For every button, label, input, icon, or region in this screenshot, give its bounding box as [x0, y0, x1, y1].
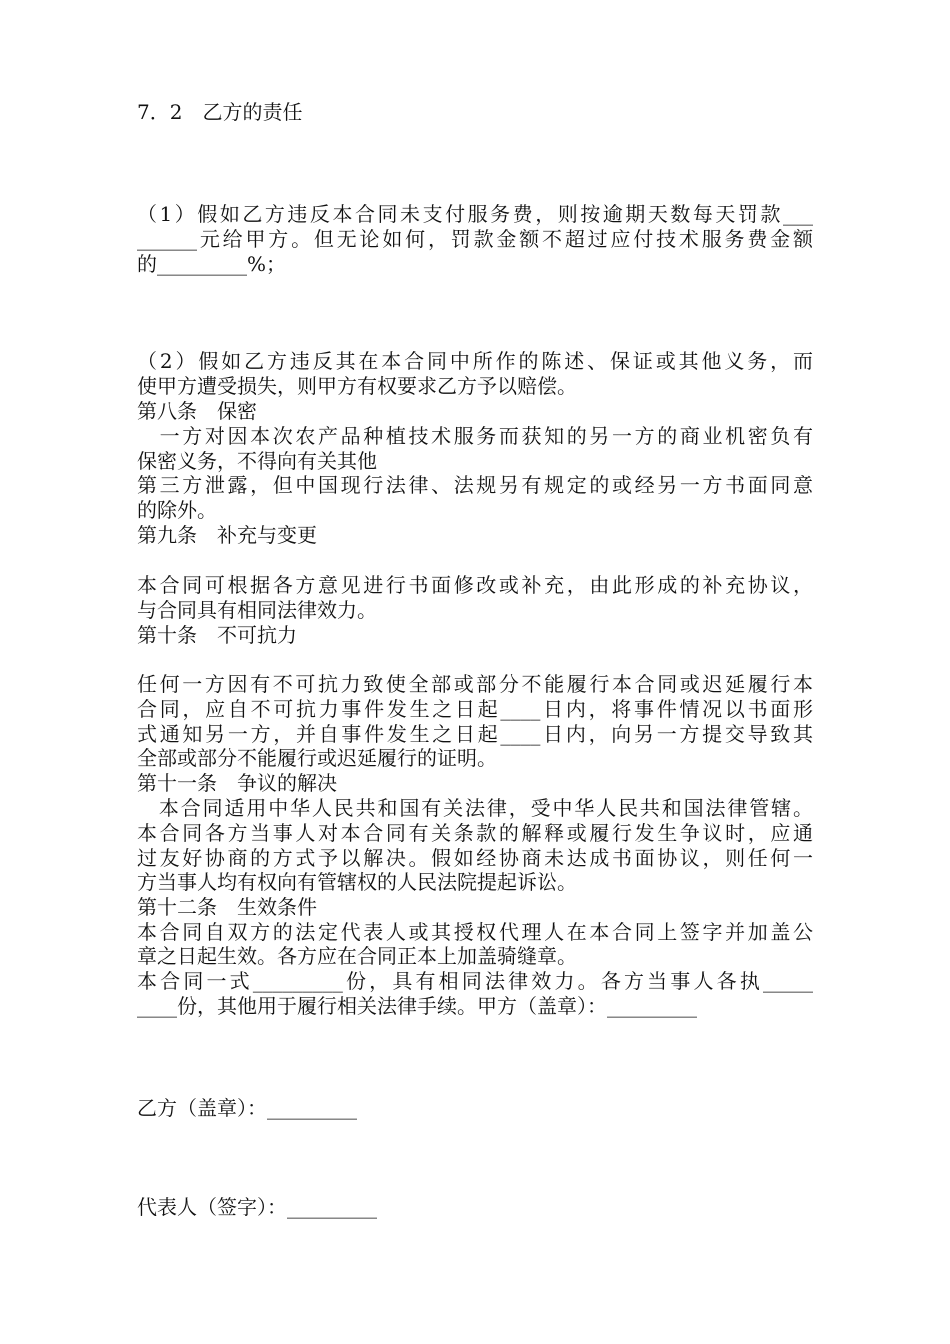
clause-1-line-3: 的_________%；: [137, 252, 287, 276]
article-8-heading: 第八条 保密: [137, 399, 257, 423]
clause-1-line-2: ______元给甲方。但无论如何，罚款金额不超过应付技术服务费金额: [137, 227, 813, 251]
article-11-line-2: 本合同各方当事人对本合同有关条款的解释或履行发生争议时，应通: [137, 821, 813, 845]
article-11-line-4: 方当事人均有权向有管辖权的人民法院提起诉讼。: [137, 870, 577, 894]
article-12-line-2: 章之日起生效。各方应在合同正本上加盖骑缝章。: [137, 944, 577, 968]
article-9-line-1: 本合同可根据各方意见进行书面修改或补充，由此形成的补充协议，: [137, 573, 813, 597]
article-8-line-4: 的除外。: [137, 498, 217, 522]
article-11-heading: 第十一条 争议的解决: [137, 771, 337, 795]
article-8-line-1: 一方对因本次农产品种植技术服务而获知的另一方的商业机密负有: [137, 424, 813, 448]
article-8-line-3: 第三方泄露，但中国现行法律、法规另有规定的或经另一方书面同意: [137, 473, 813, 497]
article-10-heading: 第十条 不可抗力: [137, 623, 297, 647]
article-9-line-2: 与合同具有相同法律效力。: [137, 598, 377, 622]
clause-2-line-1: （2）假如乙方违反其在本合同中所作的陈述、保证或其他义务，而: [137, 349, 813, 373]
article-12-line-1: 本合同自双方的法定代表人或其授权代理人在本合同上签字并加盖公: [137, 920, 813, 944]
article-9-heading: 第九条 补充与变更: [137, 523, 317, 547]
article-10-line-3: 式通知另一方，并自事件发生之日起____日内，向另一方提交导致其: [137, 722, 813, 746]
article-11-line-1: 本合同适用中华人民共和国有关法律，受中华人民共和国法律管辖。: [137, 796, 813, 820]
clause-2-line-2: 使甲方遭受损失，则甲方有权要求乙方予以赔偿。: [137, 374, 577, 398]
section-heading-7-2: 7．2 乙方的责任: [137, 100, 303, 124]
article-10-line-4: 全部或部分不能履行或迟延履行的证明。: [137, 746, 497, 770]
representative-signature-line: 代表人（签字）：_________: [137, 1195, 377, 1219]
article-12-line-4: ____份，其他用于履行相关法律手续。甲方（盖章）：_________: [137, 994, 697, 1018]
article-12-line-3: 本合同一式_________份，具有相同法律效力。各方当事人各执_____: [137, 969, 813, 993]
clause-1-line-1: （1）假如乙方违反本合同未支付服务费，则按逾期天数每天罚款___: [137, 202, 813, 226]
article-10-line-1: 任何一方因有不可抗力致使全部或部分不能履行本合同或迟延履行本: [137, 672, 813, 696]
article-10-line-2: 合同，应自不可抗力事件发生之日起____日内，将事件情况以书面形: [137, 697, 813, 721]
party-b-seal-line: 乙方（盖章）：_________: [137, 1096, 357, 1120]
article-12-heading: 第十二条 生效条件: [137, 895, 317, 919]
article-8-line-2: 保密义务，不得向有关其他: [137, 449, 377, 473]
article-11-line-3: 过友好协商的方式予以解决。假如经协商未达成书面协议，则任何一: [137, 846, 813, 870]
